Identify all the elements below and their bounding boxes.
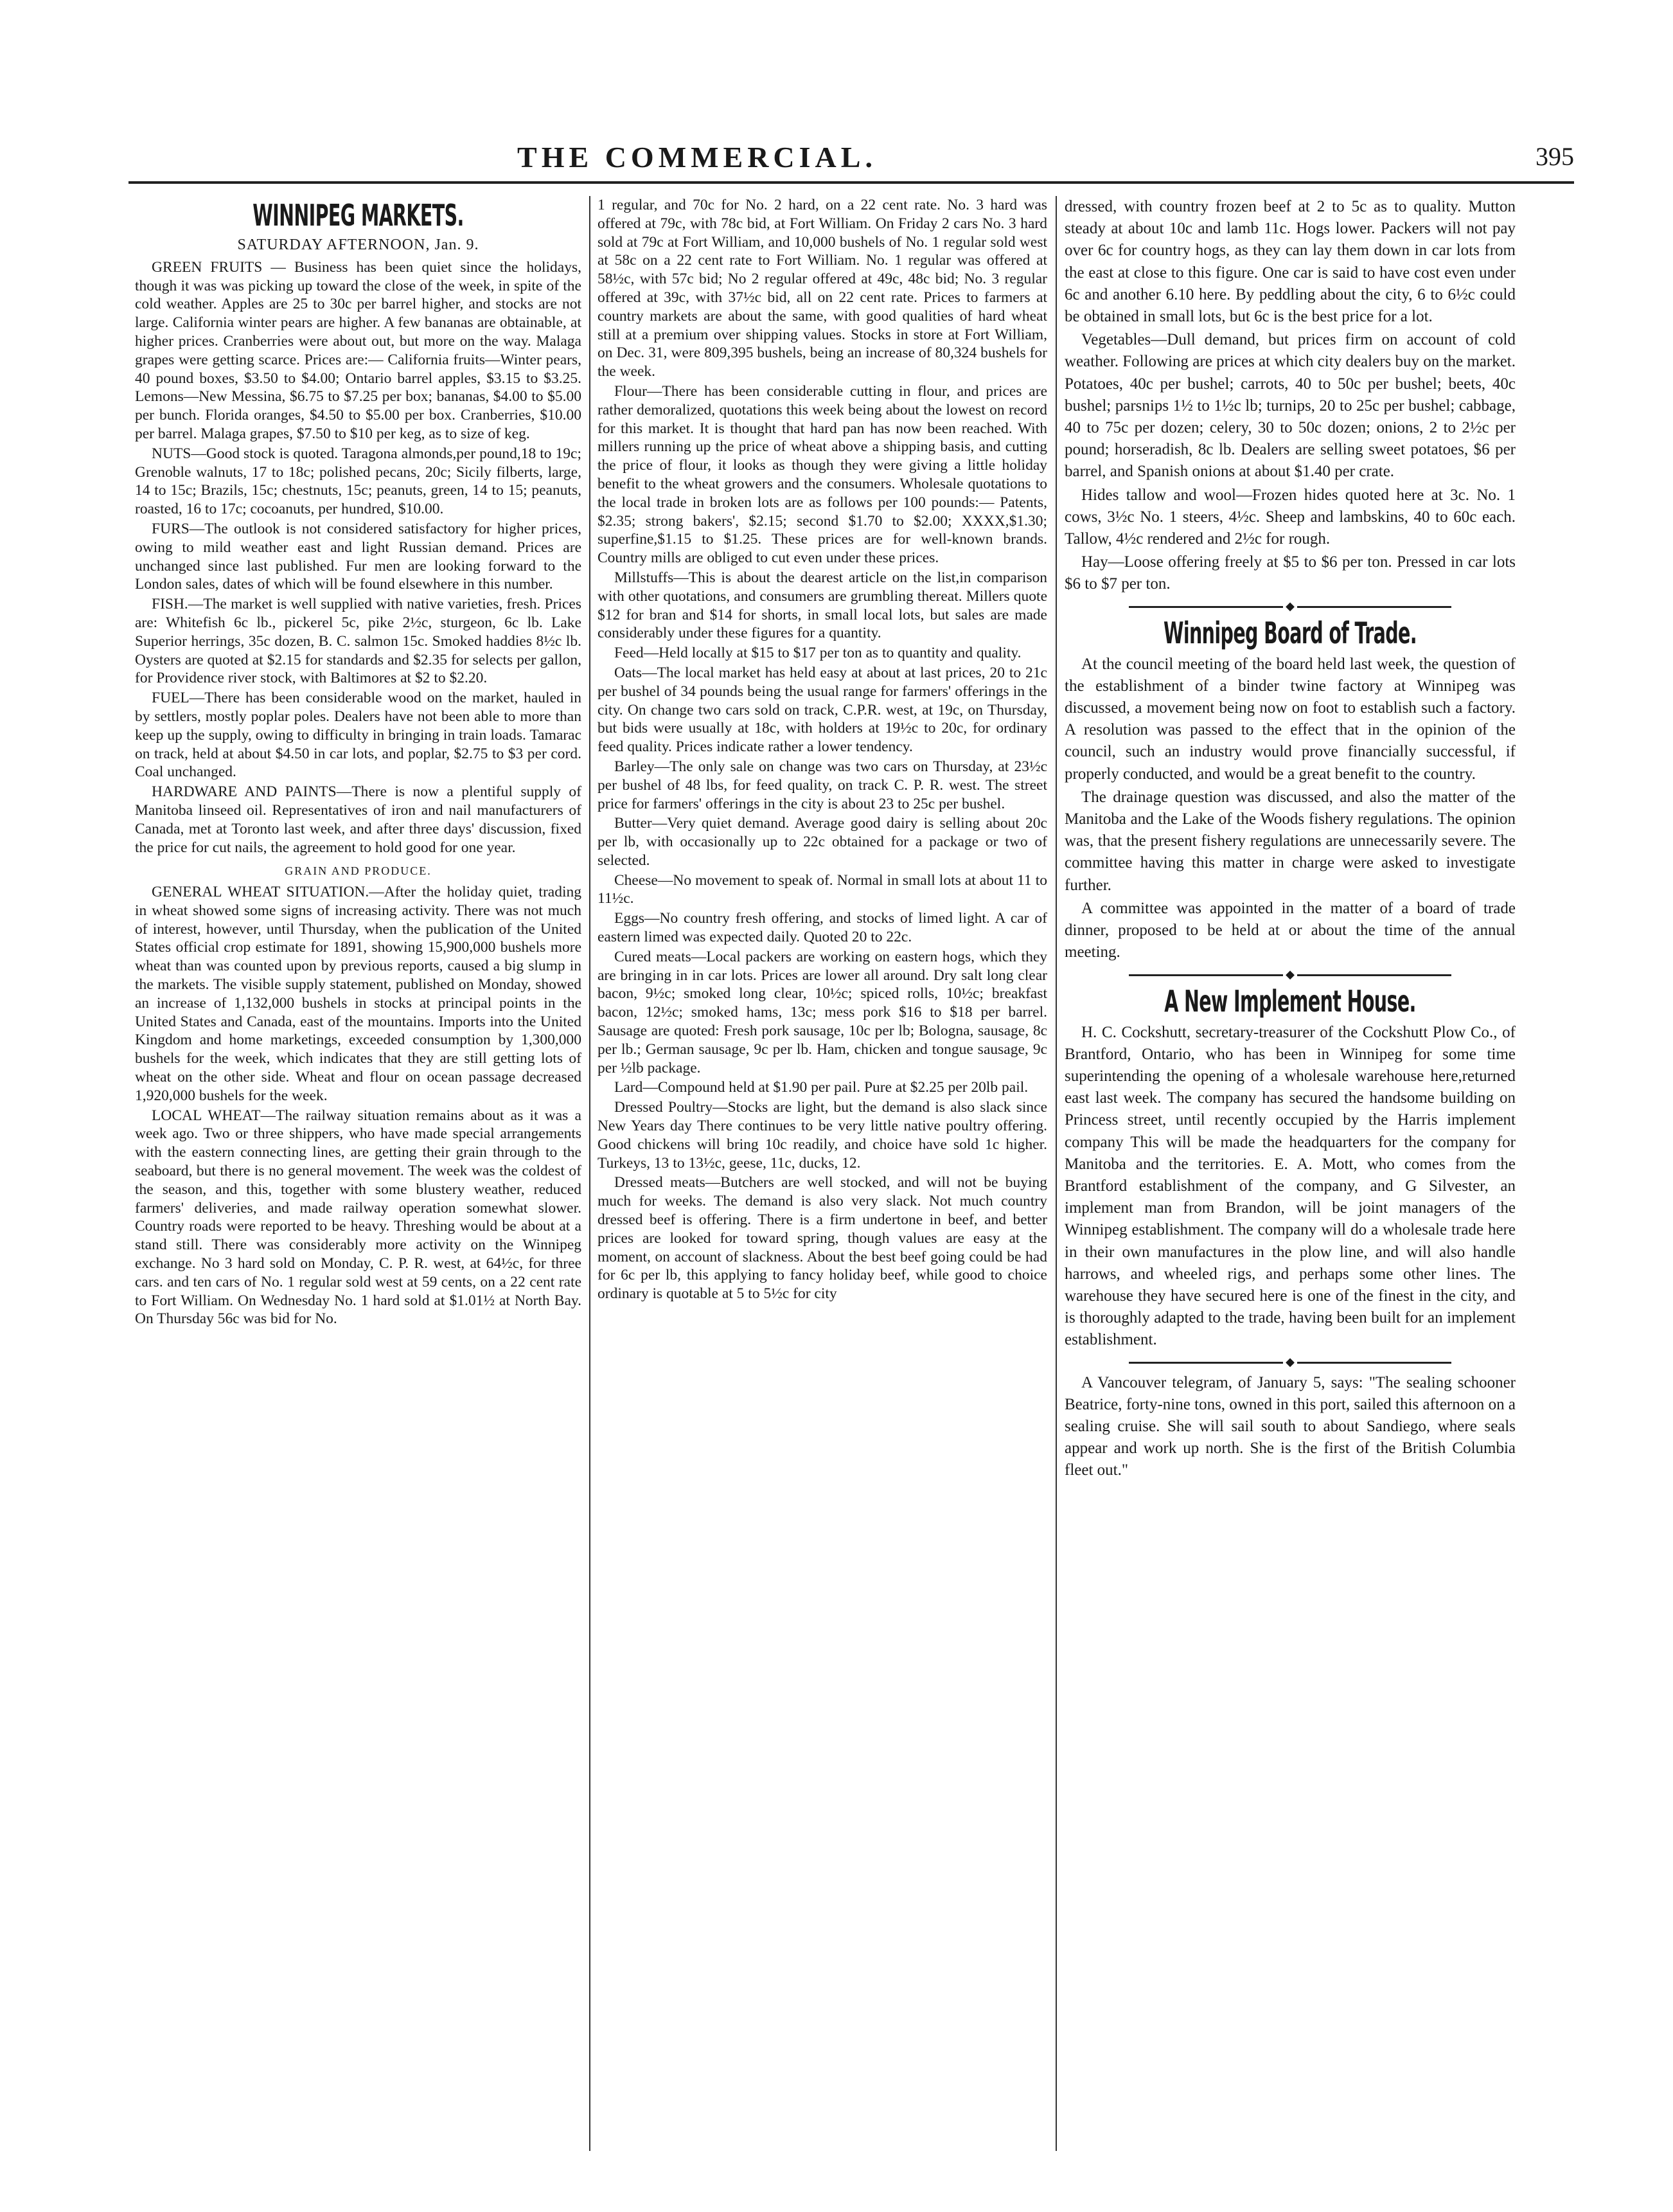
paragraph-nuts: NUTS—Good stock is quoted. Taragona almonds,per pound,18 to 19c; Grenoble walnuts, 17 to 18c; polished pecans, 20c; Sicily filberts, large, 14 to 15c; Brazils, 15c; chestnuts, 15c; peanuts, green, 14 to 15; peanuts, roasted, 16 to 17c; cocoanuts, per hundred, $10.00. <box>135 445 581 518</box>
paragraph-cheese: Cheese—No movement to speak of. Normal in small lots at about 11 to 11½c. <box>598 871 1047 907</box>
paragraph-dressed-meats: Dressed meats—Butchers are well stocked, and will not be buying much for weeks. The demand is also very slack. Not much country dressed beef is offering. There is a firm undertone in beef, and better prices are looked for toward spring, though values are easy at the moment, on account of slackness. About the best beef going could be had for 6c per lb, this applying to fancy holiday beef, while good to choice ordinary is quotable at 5 to 5½c for city <box>598 1174 1047 1303</box>
paragraph-furs: FURS—The outlook is not considered satisfactory for higher prices, owing to mild weather east and light Russian demand. Prices are unchanged since last published. Fur men are looking forward to the London sales, dates of which will be found elsewhere in this number. <box>135 520 581 593</box>
article-title-board-of-trade: Winnipeg Board of Trade. <box>1164 615 1417 650</box>
paragraph-hay: Hay—Loose offering freely at $5 to $6 per ton. Pressed in car lots $6 to $7 per ton. <box>1065 553 1516 593</box>
column-1 <box>135 196 581 2154</box>
column-2 <box>598 196 1047 2154</box>
paragraph-oats: Oats—The local market has held easy at about at last prices, 20 to 21c per bushel of 34 pounds being the usual range for farmers' offerings in the city. On change two cars sold on track, C.P.R. west, at 19c, on Thursday, but bids were usually at 18c, with holders at 19½c to 20c, for ordinary feed quality. Prices indicate rather a lower tendency. <box>598 664 1047 756</box>
paragraph-hides: Hides tallow and wool—Frozen hides quoted here at 3c. No. 1 cows, 3½c No. 1 steers, 4½c. Sheep and lambskins, 40 to 60c each. Tallow, 4½c rendered and 2½c for rough. <box>1065 486 1516 548</box>
paragraph-general-wheat: GENERAL WHEAT SITUATION.—After the holiday quiet, trading in wheat showed some signs of increasing activity. There was not much of interest, however, until Thursday, when the publication of the United States official crop estimate for 1891, showing 15,900,000 bushels more wheat than was counted upon by previous reports, caused a big slump in the markets. The visible supply statement, published on Monday, showed an increase of 1,132,000 bushels in stocks at principal points in the United States and Canada, east of the mountains. Imports into the United Kingdom and home marketings, exceeded consumption by 1,300,000 bushels for the week, which indicates that they are still getting lots of wheat on the other side. Wheat and flour on ocean passage decreased 1,920,000 bushels for the week. <box>135 884 581 1104</box>
page-number: 395 <box>1536 142 1574 171</box>
section-subhead-grain: GRAIN AND PRODUCE. <box>285 864 432 878</box>
paragraph-cockshutt: H. C. Cockshutt, secretary-treasurer of the Cockshutt Plow Co., of Brantford, Ontario, who has been in Winnipeg for some time superintending the opening of a wholesale warehouse here,returned east last week. The company has secured the handsome building on Princess street, until recently occupied by the Harris implement company This will be made the headquarters for the company for Manitoba and the territories. E. A. Mott, who comes from the Brantford establishment of the company, and G Silvester, an implement man from Brandon, will be joint managers of the Winnipeg establishment. The company will do a wholesale trade here in their own manufactures in the plow line, and will also handle harrows, and wheeled rigs, and perhaps some other lines. The warehouse they have secured here is one of the finest in the city, and is thoroughly adapted to the trade, having been built for an implement establishment. <box>1065 1023 1516 1349</box>
paragraph-drainage: The drainage question was discussed, and also the matter of the Manitoba and the Lake of the Woods fishery regulations. The opinion was, that the present fishery regulations are unnecessarily severe. The committee having this matter in charge were asked to investigate further. <box>1065 788 1516 894</box>
paragraph-council-meeting: At the council meeting of the board held last week, the question of the establishment of a binder twine factory at Winnipeg was discussed, a movement being now on foot to establish such a factory. A resolution was passed to the effect that in the opinion of the council, such an industry would prove financially successful, if properly conducted, and would be a great benefit to the country. <box>1065 655 1516 783</box>
paragraph-fuel: FUEL—There has been considerable wood on the market, hauled in by settlers, mostly poplar poles. Dealers have not been able to more than keep up the supply, owing to difficulty in bringing in train loads. Tamarac on track, held at about $4.50 in car lots, and poplar, $2.75 to $3 per cord. Coal unchanged. <box>135 690 581 781</box>
paragraph-vegetables: Vegetables—Dull demand, but prices firm on account of cold weather. Following are prices at which city dealers buy on the market. Potatoes, 40c per bushel; carrots, 40 to 50c per bushel; beets, 40c bushel; parsnips 1½ to 1½c lb; turnips, 20 to 25c per bushel; cabbage, 40 to 75c per dozen; celery, 30 to 50c dozen; onions, 2 to 2½c per pound; horseradish, 8c lb. Dealers are selling sweet potatoes, $6 per barrel, and Spanish onions at about $1.40 per crate. <box>1065 331 1516 481</box>
section-separator: ◆ <box>1065 969 1516 979</box>
article-title-winnipeg-markets: WINNIPEG MARKETS. <box>252 198 464 233</box>
column-rule <box>589 196 590 2151</box>
paragraph-feed: Feed—Held locally at $15 to $17 per ton as to quantity and quality. <box>614 645 1022 662</box>
masthead: THE COMMERCIAL. <box>517 141 877 174</box>
column-rule <box>1056 196 1057 2151</box>
paragraph-millstuffs: Millstuffs—This is about the dearest article on the list,in comparison with other quotations, and consumers are grumbling thereat. Millers quote $12 for bran and $14 for shorts, in small local lots, but sales are made considerably under these figures for a quantity. <box>598 569 1047 642</box>
paragraph-dressed-poultry: Dressed Poultry—Stocks are light, but the demand is also slack since New Years day There continues to be very little native poultry offering. Good chickens will bring 10c readily, and choice have sold 1c higher. Turkeys, 13 to 13½c, geese, 11c, ducks, 12. <box>598 1099 1047 1172</box>
header-rule <box>128 181 1574 184</box>
paragraph-lard: Lard—Compound held at $1.90 per pail. Pure at $2.25 per 20lb pail. <box>614 1079 1029 1096</box>
paragraph-eggs: Eggs—No country fresh offering, and stocks of limed light. A car of eastern limed was expected daily. Quoted 20 to 22c. <box>598 910 1047 946</box>
paragraph-wheat-continued: 1 regular, and 70c for No. 2 hard, on a 22 cent rate. No. 3 hard was offered at 79c, with 78c bid, at Fort William. On Friday 2 cars No. 3 hard sold at 79c at Fort William, and 10,000 bushels of No. 1 regular sold west at 58c on a 22 cent rate to Fort William. No. 1 regular was offered at 58½c, with 57c bid; No 2 regular offered at 49c, 48c bid; No. 3 regular offered at 39c, with 37½c bid, all on 22 cent rate. Prices to farmers at country markets are about the same, with good qualities of hard wheat still at a premium over shipping values. Stocks in store at Fort William, on Dec. 31, were 809,395 bushels, being an increase of 80,324 bushels for the week. <box>598 197 1047 380</box>
paragraph-hardware: HARDWARE AND PAINTS—There is now a plentiful supply of Manitoba linseed oil. Representatives of iron and nail manufacturers of Canada, met at Toronto last week, and after three days' discussion, fixed the price for cut nails, the agreement to hold good for one year. <box>135 783 581 856</box>
paragraph-meats-continued: dressed, with country frozen beef at 2 to 5c as to quality. Mutton steady at about 10c and lamb 11c. Hogs lower. Packers will not pay over 6c for country hogs, as they can lay them down in car lots from the east at close to this figure. One car is said to have cost even under 6c and another 6.10 here. By peddling about the city, 6 to 6½c could be obtained in small lots, but 6c is the best price for a lot. <box>1065 198 1516 326</box>
paragraph-green-fruits: GREEN FRUITS — Business has been quiet since the holidays, though it was was picking up toward the close of the week, in spite of the cold weather. Apples are 25 to 30c per barrel higher, and stocks are not large. California winter pears are higher. A few bananas are obtainable, at higher prices. Cranberries were about out, but more on the way. Malaga grapes were getting scarce. Prices are:— California fruits—Winter pears, 40 pound boxes, $3.50 to $4.00; Ontario barrel apples, $3.15 to $3.25. Lemons—New Messina, $6.75 to $7.25 per box; bananas, $4.00 to $5.00 per bunch. Florida oranges, $4.50 to $5.00 per box. Cranberries, $10.00 per barrel. Malaga grapes, $7.50 to $10 per keg, as to size of keg. <box>135 258 581 442</box>
paragraph-fish: FISH.—The market is well supplied with native varieties, fresh. Prices are: Whitefish 6c lb., pickerel 5c, pike 2½c, sturgeon, 6c lb. Lake Superior herrings, 35c dozen, B. C. salmon 15c. Smoked haddies 8½c lb. Oysters are quoted at $2.15 for standards and $2.35 for selects per gallon, for Providence river stock, with Baltimores at $2 to $2.20. <box>135 596 581 687</box>
article-title-implement-house: A New Implement House. <box>1164 983 1416 1019</box>
column-3 <box>1065 196 1516 2154</box>
paragraph-local-wheat: LOCAL WHEAT—The railway situation remains about as it was a week ago. Two or three shippers, who have made special arrangements with the eastern connecting lines, are getting their grain through to the seaboard, but there is no general movement. The week was the coldest of the season, and this, together with some blustery weather, reduced farmers' deliveries, and made railway operation somewhat slower. Country roads were reported to be heavy. Threshing would be about at a stand still. There was considerably more activity on the Winnipeg exchange. No 3 hard sold on Monday, C. P. R. west, at 64½c, for three cars. and ten cars of No. 1 regular sold west at 59 cents, on a 22 cent rate to Fort William. On Wednesday No. 1 hard sold at $1.01½ at North Bay. On Thursday 56c was bid for No. <box>135 1107 581 1328</box>
paragraph-cured-meats: Cured meats—Local packers are working on eastern hogs, which they are bringing in in car lots. Prices are lower all around. Dry salt long clear bacon, 9½c; smoked long clear, 10½c; spiced rolls, 10½c; breakfast bacon, 12½c; smoked hams, 13c; mess pork $16 to $18 per barrel. Sausage are quoted: Fresh pork sausage, 10c per lb; Bologna, sausage, 8c per lb.; German sausage, 9c per lb. Ham, chicken and tongue sausage, 9c per ½lb package. <box>598 948 1047 1076</box>
paragraph-flour: Flour—There has been considerable cutting in flour, and prices are rather demoralized, quotations this week being about the lowest on record for this market. It is thought that hard pan has now been reached. With millers running up the price of wheat above a shipping basis, and cutting the price of flour, it looks as though they were giving a little holiday benefit to the wheat growers and the consumers. Wholesale quotations to the local trade in broken lots are as follows per 100 pounds:— Patents, $2.35; strong bakers', $2.15; second $1.70 to $2.00; XXXX,$1.30; superfine,$1.15 to $1.25. These prices are for well-known brands. Country mills are obliged to cut even under these prices. <box>598 382 1047 567</box>
section-separator: ◆ <box>1065 1357 1516 1367</box>
section-separator: ◆ <box>1065 601 1516 611</box>
paragraph-butter: Butter—Very quiet demand. Average good dairy is selling about 20c per lb, with occasionally up to 22c obtained for a package or two of selected. <box>598 815 1047 869</box>
paragraph-committee: A committee was appointed in the matter of a board of trade dinner, proposed to be held at or about the time of the annual meeting. <box>1065 899 1516 961</box>
dateline: SATURDAY AFTERNOON, Jan. 9. <box>237 236 479 253</box>
page-header <box>128 136 1574 181</box>
paragraph-vancouver-telegram: A Vancouver telegram, of January 5, says: "The sealing schooner Beatrice, forty-nine tons, owned in this port, sailed this afternoon on a sealing cruise. She will sail south to about Sandiego, where seals appear and work up north. She is the first of the British Columbia fleet out." <box>1065 1373 1516 1479</box>
paragraph-barley: Barley—The only sale on change was two cars on Thursday, at 23½c per bushel of 48 lbs, for feed quality, on track C. P. R. west. The street price for farmers' offerings in the city is about 23 to 25c per bushel. <box>598 758 1047 812</box>
